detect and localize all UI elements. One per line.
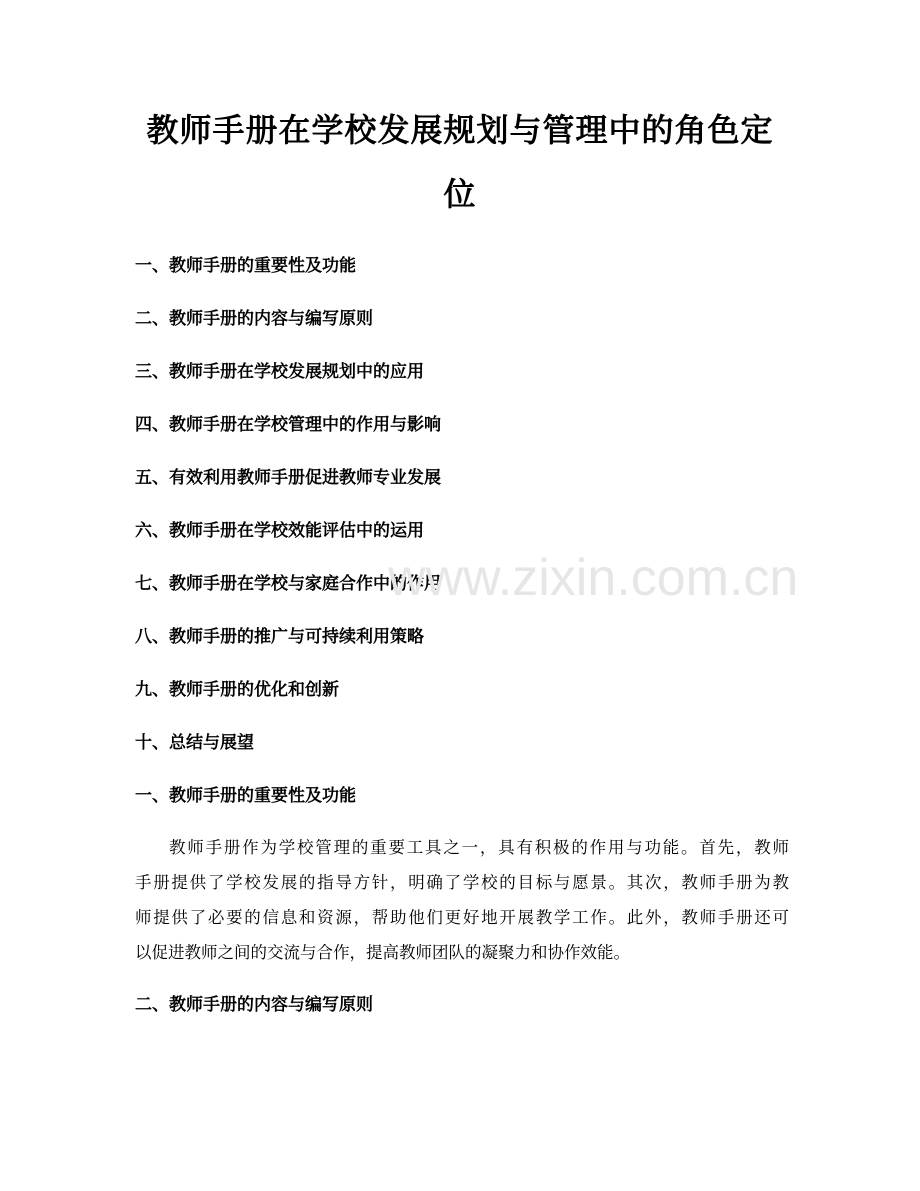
toc-item-1: 一、教师手册的重要性及功能 — [135, 256, 356, 276]
toc-item-6: 六、教师手册在学校效能评估中的运用 — [135, 521, 424, 541]
section-2-heading: 二、教师手册的内容与编写原则 — [135, 995, 373, 1015]
document-title-line-2: 位 — [443, 175, 477, 213]
toc-item-4: 四、教师手册在学校管理中的作用与影响 — [135, 415, 441, 435]
paragraph-line-2: 手册提供了学校发展的指导方针，明确了学校的目标与愿景。其次，教师手册为教 — [135, 873, 789, 892]
toc-item-9: 九、教师手册的优化和创新 — [135, 680, 339, 700]
toc-item-5: 五、有效利用教师手册促进教师专业发展 — [135, 468, 441, 488]
toc-item-2: 二、教师手册的内容与编写原则 — [135, 309, 373, 329]
paragraph-line-4: 以促进教师之间的交流与合作，提高教师团队的凝聚力和协作效能。 — [135, 943, 630, 962]
paragraph-line-3: 师提供了必要的信息和资源，帮助他们更好地开展教学工作。此外，教师手册还可 — [135, 908, 789, 927]
toc-item-8: 八、教师手册的推广与可持续利用策略 — [135, 627, 424, 647]
paragraph-line-1: 教师手册作为学校管理的重要工具之一，具有积极的作用与功能。首先，教师 — [169, 838, 789, 857]
toc-item-10: 十、总结与展望 — [135, 733, 254, 753]
watermark: www.zixin.com.cn — [388, 549, 799, 607]
section-1-heading: 一、教师手册的重要性及功能 — [135, 786, 356, 806]
toc-item-3: 三、教师手册在学校发展规划中的应用 — [135, 362, 424, 382]
toc-item-7: 七、教师手册在学校与家庭合作中的作用 — [135, 574, 441, 594]
document-title-line-1: 教师手册在学校发展规划与管理中的角色定 — [146, 111, 774, 149]
